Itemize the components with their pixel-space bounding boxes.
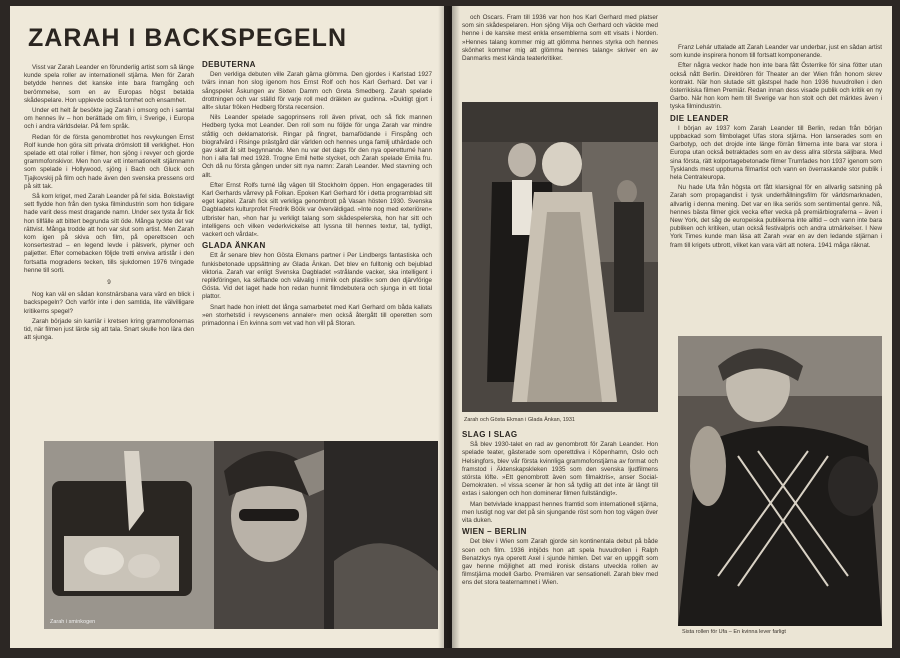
paragraph: Ett år senare blev hon Gösta Ekmans partner i Per Lindbergs fantastiska och funkisbetonade uppsättning av Glada Änkan. Det blev en fulltonig och bejublad viktoria. Zarah var enligt Svenska Dagbladet »strålande vacker, ska intelligent i replikföringen, ka skiftande och välvalig i mimik och plastik« som den djärvförige Gösta. Vid det laget hade hon redan hunnit filmdebutera och sjunga in ett tiotal plattor. [202,252,432,301]
photo-caption: Zarah och Gösta Ekman i Glada Änkan, 1931 [464,417,575,423]
ufa-photo [678,336,882,626]
section-heading: GLADA ÄNKAN [202,241,266,251]
paragraph: I början av 1937 kom Zarah Leander till Berlin, redan från början uppbackad som filmbolaget Ufas stora stjärna. Hon lanserades som en Garbotyp, och det drojde inte länge förrän filmerna inte bara var stora i Europa utan också betraktades som en av dess allra största säljbara. Med sina första, rätt kolportagebetonade filmer Trumfades hon 1937 igenom som Tysklands mest uppburna filmartist och vann en överraskande stor publik i hela Centraleuropa. [670,124,882,182]
paragraph: Under ett helt år besökte jag Zarah i omsorg och i samtal om hennes liv – hon berättade om film, i Sverige, i Europa och i andra världsdelar. På fem språk. [24,107,194,131]
intro-paragraph: Visst var Zarah Leander en förunderlig artist som så länge kunde spela roller av internationell stjärna. Men för Zarah betydde hennes det kanske inte bara framgång och berömmelse, som en av Europas högst betalda skådespelare. Hon upplevde också tomhet och ensamhet. [24,64,194,104]
left-column-1 [24,64,194,444]
couple-photo-image [462,102,658,412]
section-heading: DIE LEANDER [670,113,729,123]
left-page [10,6,444,648]
paragraph: Snart hade hon inlett det långa samarbetet med Karl Gerhard om båda kallats »en storhetstid i revyscenens annaler« men också återgått till operetten som primadonna i En kvinna som vet vad hon vill på Storan. [202,303,432,328]
photo-caption: Zarah i sminkogen [50,619,96,625]
paragraph: Så blev 1930-talet en rad av genombrott för Zarah Leander. Hon spelade teater, gästerade som operettdiva i Köpenhamn, Oslo och Helsingfors, blev vår första kvinnliga grammofonstjärna av format och framstod i Äktenskapskleken 1935 som den svenska ljudfilmens största löfte. »Ett genombrott även som filmaktris«, anser Social-Demokraten. »I vissa scener är hon så tydlig att det inte är längt till extas i salongen och hon dominerar filmen fullständigt«. [462,441,658,498]
costume-photo-image [678,336,882,626]
paragraph: Den verkliga debuten ville Zarah gärna glömma. Den gjordes i Karlstad 1927 tvärs innan hon slog igenom hos Ernst Rolf och hos Karl Gerhard. Det var i sångspelet Åskungen av Sixten Damm och Greta Smedberg. Zarah spelade drottningen och var ställd för varje roll med dräkten av gudinna. »Duktigt gjort i allt« slutar fröken Hedberg första recension. [202,71,432,112]
page-title: ZARAH I BACKSPEGELN [28,24,348,52]
section-heading: SLAG I SLAG [462,430,518,439]
paragraph: Nils Leander spelade sagoprinsens roll även privat, och så fick mannen Hedberg tycka mot Leander. Den roll som nu följde för unga Zarah var mindre ståtlig och deklamatorisk. Ringar på fingret, barnafödande i Finspång och biografvärd i Risinge prästgård där världen och hennes unga familj uthärdade och gav skatt åt sitt begynnande. Men nu var det dags för den nya operetturné hann hon i alla fall med 1928. Trogne Emil hette stycket, och Zarah spelade Emila fru. Och då nu första gången under sitt nya namn: Zarah Leander. Med stavning och allt. [202,114,432,179]
right-column-1-bottom [462,428,658,638]
section-heading: WIEN – BERLIN [462,527,527,537]
left-photo [44,441,438,629]
paragraph: Franz Lehár uttalade att Zarah Leander var underbar, just en sådan artist som kunde inspirera honom till fortsatt komponerande. [670,44,882,60]
makeup-photo-image [44,441,438,629]
book-gutter [438,6,460,648]
glada-ankan-photo [462,102,658,412]
left-column-2 [202,58,432,436]
paragraph: och Oscars. Fram till 1936 var hon hos Karl Gerhard med platser som sin skådespelaren. Hon sjöng Vilja och Gerhard och väckte med henne i de kanske mest enkla ensemblerna som ett visats i Norden. »Hennes talang kommer mig att glömma hennes styrka och hennes skönhet kommer mig att glömma hennes talang« skriver en av Danmarks mest kända teaterkritiker. [462,14,658,63]
paragraph: Zarah började sin karriär i kretsen kring grammofonernas tid, när filmen just lärde sig att tala. Snart skulle hon lära den att sjunga. [24,317,194,342]
right-column-2 [670,44,882,344]
paragraph: Så kom kriget, med Zarah Leander på fel sida. Bokstavligt sett flydde hon från den tyska filmindustrin som hon tidigare hade varit dess mest dragande namn. Under sex tysta år fick hon tillfälle att bittert begrunda sitt öde. Många tyckte det var rättvist. Många trodde att hon var slut som artist. Men Zarah kom igen på skiva och film, på operettscen och konsertestrad – en legend levde i pälsverk, plymer och paljetter. Efter comebacken följde tretti enviva artistår i den fortsatta mogradens tecken, tills sjukdomen 1976 tvingade henne till sorti. [24,193,194,274]
paragraph: Redan för de första genombrottet hos revykungen Ernst Rolf kunde hon göra sitt privata drömslott till verklighet. Hon spelade ett otal roller i filmer, hon sjöng i revyer och gjorde grammofonskivor. Men hon var ett internationellt stjärnnamn som spelade i Hollywood, sjöng i Bach och Gluck och Tjajkovskij på film och hade även den svenska pressens ord på sitt tak. [24,133,194,190]
right-page [452,6,892,648]
photo-caption: Sista rollen för Ufa – En kvinna lever farligt [682,629,786,635]
page-number: 9 [107,279,111,287]
right-column-1-top [462,14,658,102]
paragraph: Man betvivlade knappast hennes framtid som internationell stjärna, men lustigt nog var det på sin sjungande röst som hon tog vägen över vita duken. [462,500,658,525]
paragraph: Nu hade Ufa från högsta ort fått klarsignal för en allvarlig satsning på Zarah som propagandist i tysk underhållningsfilm för världsmarknaden, allvarlig i denna mening. Det var en lika seriös som sentimental genre. Nå, hennes bästa filmer gick vecka efter vecka på premiärbiograferna – även i New York, det såg de europeiska publikerna inte alltid – och vann inte bara publiken och kritiken, utan också festivalpris och andra utmärkelser. I New York Times kunde man läsa att Zarah »var en av den ledande stjärnan i fram till krigets utbrott, vilket kan vara värt att notera. 1941 måga räknat. [670,184,882,249]
paragraph: Efter några veckor hade hon inte bara fått Österrike för sina fötter utan också nått Berlin. Direktören för Theater an der Wien från honom skrev kontrakt. När hon slutade sitt gästspel hade hon 1936 huvudrollen i den österrikiska filmen Premiär. Redan innan dess visade publik och kritik en ny Garbo. När hon kom hem till Sverige var hon stolt och det märktes även i tyska filmindustrin. [670,62,882,111]
paragraph: Det blev i Wien som Zarah gjorde sin kontinentala debut på både scen och film. 1936 inbjöds hon att spela huvudrollen i Ralph Benatzkys nya operett Axel i sjunde himlen. Det var en uppgift som gav henne möjlighet att med ironisk distans utveckla rollen av filmstjärna modell Garbo. Premiären var sensationell. Zarah blev med ens det stora teaternamnet i Wien. [462,538,658,587]
paragraph: Nog kan väl en sådan konstnärsbana vara värd en blick i backspegeln? Och varför inte i den samtida, lite välvilligare kritikerns spegel? [24,291,194,315]
paragraph: Efter Ernst Rolfs turné låg vägen till Stockholm öppen. Hon engagerades till Karl Gerhards vårrevy på Folkan. Epoken Karl Gerhard för i detta programblad sitt eget kapitel. Zarah fick sitt verkliga genombrott på Vasan hösten 1930. Svenska Dagbladets kulturprofet Fredrik Böök var överväldigad. »Inte nog med exteriören« utbrister han, »hon har ju verkligt talang som skådespelerska, hon har sitt och intelligens och vilken vederkvickelse att lyssna till hennes textur, tal, tydligt, vackert och vårdat«. [202,181,432,239]
section-heading: DEBUTERNA [202,60,256,69]
